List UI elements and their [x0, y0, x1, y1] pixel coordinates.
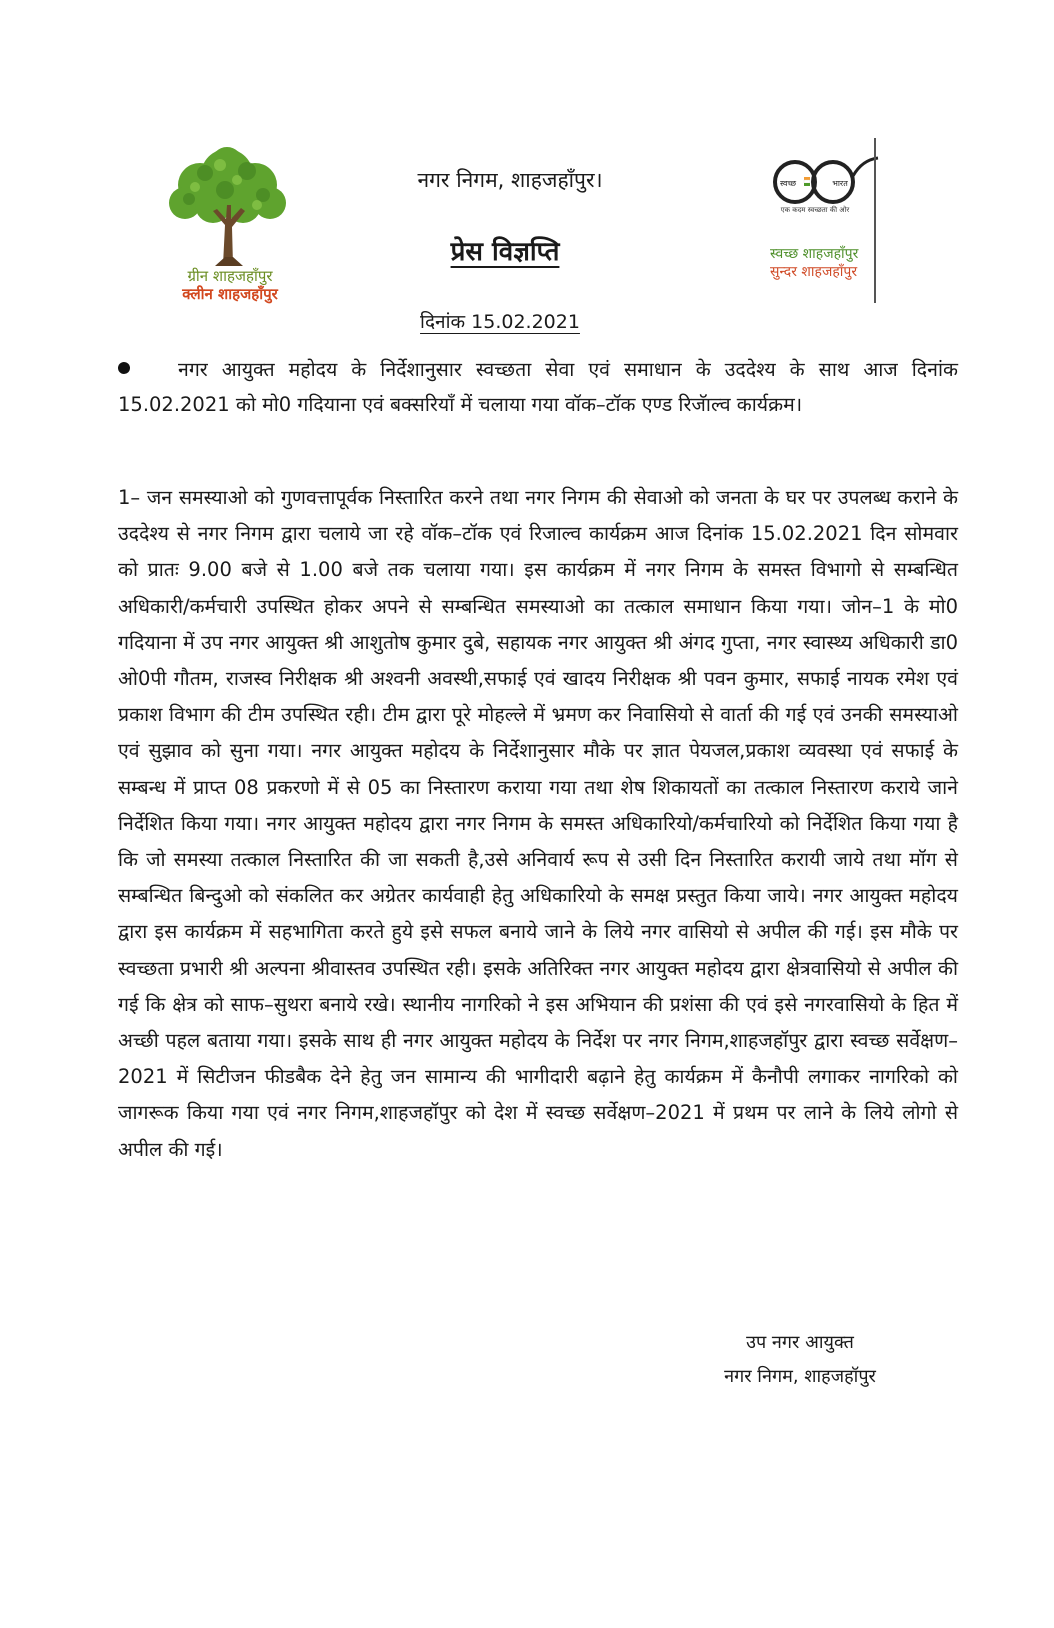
signatory-organization: नगर निगम, शाहजहॉपुर	[724, 1366, 876, 1387]
sundar-shahjahanpur-text: सुन्दर शाहजहाँपुर	[770, 264, 858, 280]
gandhi-glasses-icon	[770, 150, 880, 210]
main-body-paragraph: 1– जन समस्याओ को गुणवत्तापूर्वक निस्तारित करने तथा नगर निगम की सेवाओ को जनता के घर पर उपलब्ध कराने के उददेश्य से नगर निगम द्वारा चलाये जा रहे वॉक–टॉक एवं रिजाल्व कार्यक्रम आज दिनांक 15.02.2021 दिन सोमवार को प्रातः 9.00 बजे से 1.00 बजे तक चलाया गया। इस कार्यक्रम में नगर निगम के समस्त विभागो से सम्बन्धित अधिकारी/कर्मचारी उपस्थित होकर अपने से सम्बन्धित समस्याओ का तत्काल समाधान किया गया। जोन–1 के मो0 गदियाना में उप नगर आयुक्त श्री आशुतोष कुमार दुबे, सहायक नगर आयुक्त श्री अंगद गुप्ता, नगर स्वास्थ्य अधिकारी डा0 ओ0पी गौतम, राजस्व निरीक्षक श्री अश्वनी अवस्थी,सफाई एवं खादय निरीक्षक श्री पवन कुमार, सफाई नायक रमेश एवं प्रकाश विभाग की टीम उपस्थित रही। टीम द्वारा पूरे मोहल्ले में भ्रमण कर निवासियो से वार्ता की गई एवं उनकी समस्याओ एवं सुझाव को सुना गया। नगर आयुक्त महोदय के निर्देशानुसार मौके पर ज्ञात पेयजल,प्रकाश व्यवस्था एवं सफाई के सम्बन्ध में प्राप्त 08 प्रकरणो में से 05 का निस्तारण कराया गया तथा शेष शिकायतों का तत्काल निस्तारण कराये जाने निर्देशित किया गया। नगर आयुक्त महोदय द्वारा नगर निगम के समस्त अधिकारियो/कर्मचारियो को निर्देशित किया गया है कि जो समस्या तत्काल निस्तारित की जा सकती है,उसे अनिवार्य रूप से उसी दिन निस्तारित करायी जाये तथा मॉग से सम्बन्धित बिन्दुओ को संकलित कर अग्रेतर कार्यवाही हेतु अधिकारियो के समक्ष प्रस्तुत किया जाये। नगर आयुक्त महोदय द्वारा इस कार्यक्रम में सहभागिता करते हुये इसे सफल बनाये जाने के लिये नगर वासियो से अपील की गई। इस मौके पर स्वच्छता प्रभारी श्री अल्पना श्रीवास्तव उपस्थित रही। इसके अतिरिक्त नगर आयुक्त महोदय द्वारा क्षेत्रवासियो से अपील की गई कि क्षेत्र को साफ–सुथरा बनाये रखे। स्थानीय नागरिको ने इस अभियान की प्रशंसा की एवं इसे नगरवासियो के हित में अच्छी पहल बताया गया। इसके साथ ही नगर आयुक्त महोदय के निर्देश पर नगर निगम,शाहजहॉपुर द्वारा स्वच्छ सर्वेक्षण–2021 में सिटीजन फीडबैक देने हेतु जन सामान्य की भागीदारी बढ़ाने हेतु कार्यक्रम में कैनौपी लगाकर नागरिको को जागरूक किया गया एवं नगर निगम,शाहजहॉपुर को देश में स्वच्छ सर्वेक्षण–2021 में प्रथम पर लाने के लिये लोगो से अपील की गई।	[118, 486, 958, 1161]
swachh-bharat-logo	[770, 138, 910, 313]
glasses-right-text: भारत	[832, 179, 848, 188]
press-release-heading-text: प्रेस विज्ञप्ति	[450, 237, 560, 267]
summary-text: नगर आयुक्त महोदय के निर्देशानुसार स्वच्छता सेवा एवं समाधान के उददेश्य के साथ आज दिनांक 15.02.2021 को मो0 गदियाना एवं बक्सरियाँ में चलाया गया वॉक–टॉक एण्ड रिजॅाल्व कार्यक्रम।	[118, 358, 958, 416]
bullet-icon	[118, 362, 130, 374]
green-shahjahanpur-logo	[150, 145, 310, 315]
logo-caption-line1: ग्रीन शाहजहाँपुर	[187, 267, 273, 285]
signature-block	[700, 1326, 900, 1394]
swachh-shahjahanpur-text: स्वच्छ शाहजहाँपुर	[770, 246, 859, 262]
logo-caption-line2: क्लीन शाहजहाँपुर	[182, 285, 278, 303]
release-date	[400, 308, 600, 334]
press-release-heading	[380, 232, 630, 268]
swachh-bharat-tagline: एक कदम स्वच्छता की ओर	[780, 206, 850, 214]
summary-bullet	[118, 352, 958, 422]
organization-title: नगर निगम, शाहजहाँपुर।	[417, 168, 603, 192]
release-date-text: दिनांक 15.02.2021	[420, 311, 580, 333]
header-divider	[874, 138, 876, 303]
signatory-designation: उप नगर आयुक्त	[746, 1332, 854, 1353]
glasses-left-text: स्वच्छ	[779, 179, 797, 188]
tree-icon	[165, 145, 290, 267]
